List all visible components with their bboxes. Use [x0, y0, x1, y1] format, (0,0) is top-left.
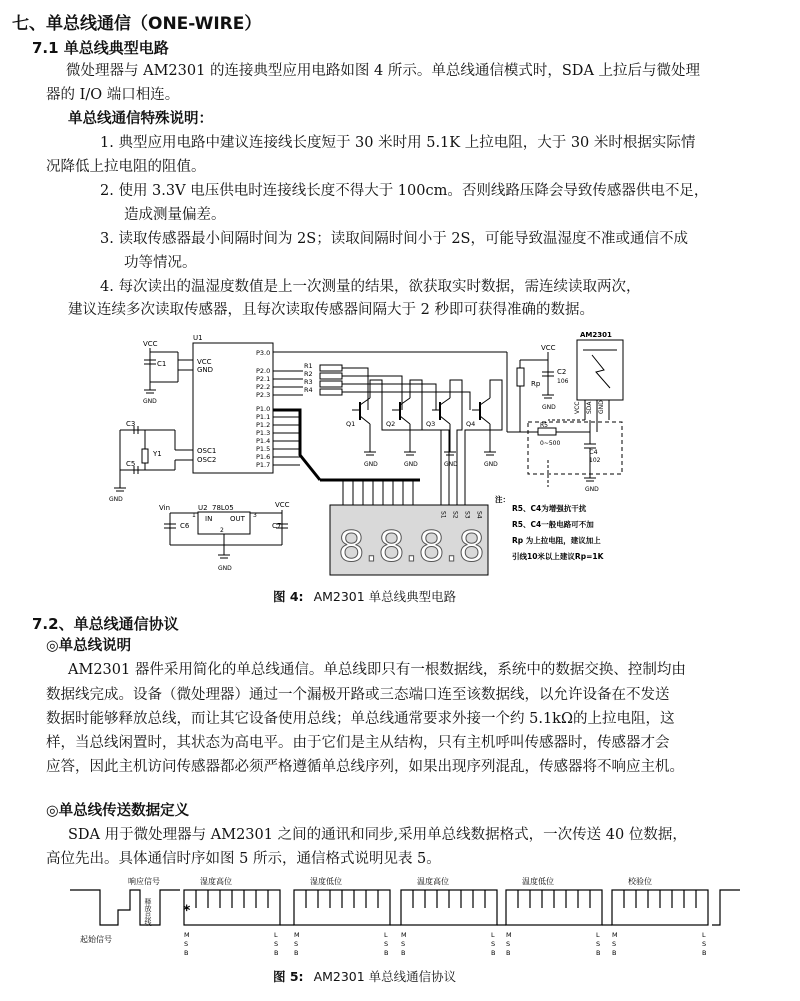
group-label: 湿度低位	[310, 877, 342, 886]
list-item: 1. 典型应用电路中建议连接线长度短于 30 米时用 5.1K 上拉电阻，大于 30 米时根据实际情	[100, 135, 696, 151]
subheading-bus-description: ◎单总线说明	[46, 638, 132, 654]
start-signal-wave	[70, 890, 124, 925]
start-signal-label: 起始信号	[80, 935, 112, 944]
transistor-array	[346, 380, 502, 505]
filter-box	[528, 422, 622, 474]
response-signal-wave	[124, 890, 180, 925]
paragraph-line: 数据线完成。设备（微处理器）通过一个漏极开路或三态端口连至该数据线，以允许设备在不发送	[46, 687, 670, 703]
am2301-sensor	[577, 340, 623, 400]
lsb-letter: L	[596, 931, 600, 939]
pin-label: P1.6	[256, 453, 271, 461]
select-label: S2	[451, 511, 459, 519]
pin-label: P1.3	[256, 429, 271, 437]
lsb-letter: L	[491, 931, 495, 939]
lsb-letter: B	[702, 949, 707, 957]
caption-label: 图 4:	[273, 589, 304, 604]
note-line: R5、C4一般电路可不加	[512, 520, 594, 529]
gnd-label: GND	[542, 404, 556, 411]
gnd-label: GND	[404, 461, 418, 468]
note-line: Rp 为上拉电阻，建议加上	[512, 536, 601, 545]
msb-letter: B	[401, 949, 406, 957]
c2-label: C2	[557, 368, 567, 376]
lsb-letter: B	[596, 949, 601, 957]
gnd-label: GND	[585, 486, 599, 493]
group-label: 温度高位	[417, 877, 449, 886]
pin-3: 3	[253, 512, 257, 519]
special-notes-title: 单总线通信特殊说明：	[68, 111, 213, 127]
vcc-label: VCC	[541, 344, 556, 352]
out-label: OUT	[230, 515, 245, 523]
select-label: S3	[463, 511, 471, 519]
sensor-label: AM2301	[580, 331, 612, 339]
release-bus-label: 释放总线	[144, 898, 152, 926]
select-label: S4	[475, 511, 483, 519]
list-item: 造成测量偏差。	[124, 207, 226, 223]
vin-label: Vin	[159, 504, 171, 512]
gnd-label: GND	[444, 461, 458, 468]
list-item: 4. 每次读出的温湿度数值是上一次测量的结果，欲获取实时数据，需连续读取两次，	[100, 279, 641, 295]
caption-label: 图 5:	[273, 969, 304, 984]
msb-letter: B	[294, 949, 299, 957]
r5-value: 0~500	[540, 440, 561, 447]
u1-gnd: GND	[197, 366, 214, 374]
figure-5-caption	[273, 967, 456, 985]
c6-label: C6	[180, 522, 190, 530]
lsb-letter: S	[491, 940, 496, 948]
msb-letter: M	[184, 931, 190, 939]
list-item: 2. 使用 3.3V 电压供电时连接线长度不得大于 100cm。否则线路压降会导致传感器供电不足，	[100, 183, 709, 199]
c3-label: C3	[126, 420, 136, 428]
timing-diagram	[0, 872, 800, 964]
list-item: 功等情况。	[124, 255, 197, 271]
pin-p30: P3.0	[256, 349, 271, 357]
resistor-label: R3	[304, 378, 313, 386]
u1-label: U1	[193, 334, 203, 342]
section-title: 七、单总线通信（ONE-WIRE）	[12, 14, 262, 34]
lsb-letter: L	[702, 931, 706, 939]
paragraph-line: 微处理器与 AM2301 的连接典型应用电路如图 4 所示。单总线通信模式时，SDA 上拉后与微处理	[66, 63, 701, 79]
display-digits: 8.8.8.8	[338, 522, 485, 571]
list-item: 建议连续多次读取传感器，且每次读取传感器间隔大于 2 秒即可获得准确的数据。	[68, 302, 594, 318]
c5-label: C5	[126, 460, 136, 468]
lsb-letter: S	[702, 940, 707, 948]
gnd-label: GND	[143, 398, 157, 405]
gnd-label: GND	[109, 496, 123, 503]
paragraph-line: 样，当总线闲置时，其状态为高电平。由于它们是主从结构，只有主机呼叫传感器时，传感器才会	[46, 735, 670, 751]
pin-label: P1.4	[256, 437, 271, 445]
transistor-label: Q2	[386, 420, 396, 428]
pin-label: P2.1	[256, 375, 271, 383]
pin-label: P2.0	[256, 367, 271, 375]
vcc-label: VCC	[275, 501, 290, 509]
paragraph-line: AM2301 器件采用简化的单总线通信。单总线即只有一根数据线，系统中的数据交换、控制均由	[68, 662, 686, 678]
pin-label: P2.3	[256, 391, 271, 399]
resistor	[320, 365, 342, 371]
paragraph-line: 高位先出。具体通信时序如图 5 所示，通信格式说明见表 5。	[46, 851, 441, 867]
pin-2: 2	[220, 527, 224, 534]
msb-letter: S	[184, 940, 189, 948]
pin-label: P1.5	[256, 445, 271, 453]
crystal-y1	[142, 449, 148, 463]
c4-value: 102	[589, 457, 601, 464]
paragraph-line: 器的 I/O 端口相连。	[46, 87, 180, 103]
resistor-label: R1	[304, 362, 313, 370]
msb-letter: S	[506, 940, 511, 948]
rp-label: Rp	[531, 380, 541, 388]
pin-label: P1.0	[256, 405, 271, 413]
resistor	[320, 373, 342, 379]
msb-letter: M	[294, 931, 300, 939]
note-line: R5、C4为增强抗干扰	[512, 504, 587, 513]
c1-label: C1	[157, 360, 167, 368]
paragraph-line: SDA 用于微处理器与 AM2301 之间的通讯和同步,采用单总线数据格式，一次传送 40 位数据，	[68, 827, 687, 843]
u1-vcc: VCC	[197, 358, 212, 366]
paragraph-line: 数据时能够释放总线，而让其它设备使用总线；单总线通常要求外接一个约 5.1kΩ的上拉电阻，这	[46, 711, 675, 727]
msb-letter: S	[294, 940, 299, 948]
group-label: 温度低位	[522, 877, 554, 886]
resistor	[320, 381, 342, 387]
msb-letter: S	[401, 940, 406, 948]
list-item: 3. 读取传感器最小间隔时间为 2S；读取间隔时间小于 2S，可能导致温湿度不准或通信不成	[100, 231, 688, 247]
subheading-data-definition: ◎单总线传送数据定义	[46, 803, 190, 819]
pin-label: P2.2	[256, 383, 271, 391]
subsection-title-7-1: 7.1 单总线典型电路	[32, 39, 169, 57]
group-label: 湿度高位	[200, 877, 232, 886]
msb-letter: B	[506, 949, 511, 957]
vcc-label: VCC	[143, 340, 158, 348]
lsb-letter: L	[274, 931, 278, 939]
sensor-pin-label: GND	[598, 400, 605, 414]
msb-letter: B	[184, 949, 189, 957]
sensor-pin-label: VCC	[574, 401, 581, 414]
c2-value: 106	[557, 378, 569, 385]
lsb-letter: L	[384, 931, 388, 939]
subsection-title-7-2: 7.2、单总线通信协议	[32, 615, 179, 633]
msb-letter: M	[612, 931, 618, 939]
figure-4-caption	[273, 587, 456, 605]
resistor	[320, 389, 342, 395]
notes-title: 注：	[495, 495, 510, 504]
resistor-array	[304, 362, 470, 410]
resistor-label: R4	[304, 386, 313, 394]
select-label: S1	[439, 511, 447, 519]
transistor-label: Q4	[466, 420, 476, 428]
sensor-pin-label: SDA	[586, 401, 593, 414]
lsb-letter: B	[384, 949, 389, 957]
pin-label: P1.2	[256, 421, 271, 429]
lsb-letter: S	[596, 940, 601, 948]
resistor-label: R2	[304, 370, 313, 378]
msb-letter: M	[506, 931, 512, 939]
pin-1: 1	[192, 512, 196, 519]
pin-label: P1.7	[256, 461, 271, 469]
port1-pins	[256, 405, 300, 469]
segment-bus	[343, 480, 413, 505]
c4-label: C4	[589, 448, 598, 456]
gnd-label: GND	[364, 461, 378, 468]
lsb-letter: B	[274, 949, 279, 957]
rp-resistor	[517, 368, 524, 386]
start-marker: *	[183, 903, 191, 919]
response-signal-label: 响应信号	[128, 877, 160, 886]
data-bit-groups	[184, 876, 708, 957]
caption-text: AM2301 单总线典型电路	[313, 589, 457, 604]
sensor-pin-labels	[574, 400, 605, 414]
circuit-diagram	[0, 325, 800, 590]
osc1-label: OSC1	[197, 447, 217, 455]
r5-resistor	[538, 428, 556, 435]
r5-label: R5	[540, 422, 548, 429]
u2-label: U2	[198, 504, 208, 512]
lsb-letter: S	[274, 940, 279, 948]
group-label: 校验位	[628, 877, 652, 886]
gnd-label: GND	[484, 461, 498, 468]
u2-part: 78L05	[212, 504, 234, 512]
list-item: 况降低上拉电阻的阻值。	[46, 159, 206, 175]
gnd-label: GND	[218, 565, 232, 572]
lsb-letter: S	[384, 940, 389, 948]
transistor-label: Q3	[426, 420, 436, 428]
note-line: 引线10米以上建议Rp=1K	[512, 552, 604, 561]
y1-label: Y1	[153, 450, 162, 458]
c7-label: C7	[272, 522, 282, 530]
paragraph-line: 应答，因此主机访问传感器都必须严格遵循单总线序列，如果出现序列混乱，传感器将不响应主机。	[46, 759, 684, 775]
msb-letter: B	[612, 949, 617, 957]
msb-letter: S	[612, 940, 617, 948]
msb-letter: M	[401, 931, 407, 939]
in-label: IN	[205, 515, 213, 523]
caption-text: AM2301 单总线通信协议	[313, 969, 457, 984]
port2-pins	[256, 367, 303, 399]
transistor-label: Q1	[346, 420, 356, 428]
lsb-letter: B	[491, 949, 496, 957]
pin-label: P1.1	[256, 413, 271, 421]
osc2-label: OSC2	[197, 456, 217, 464]
